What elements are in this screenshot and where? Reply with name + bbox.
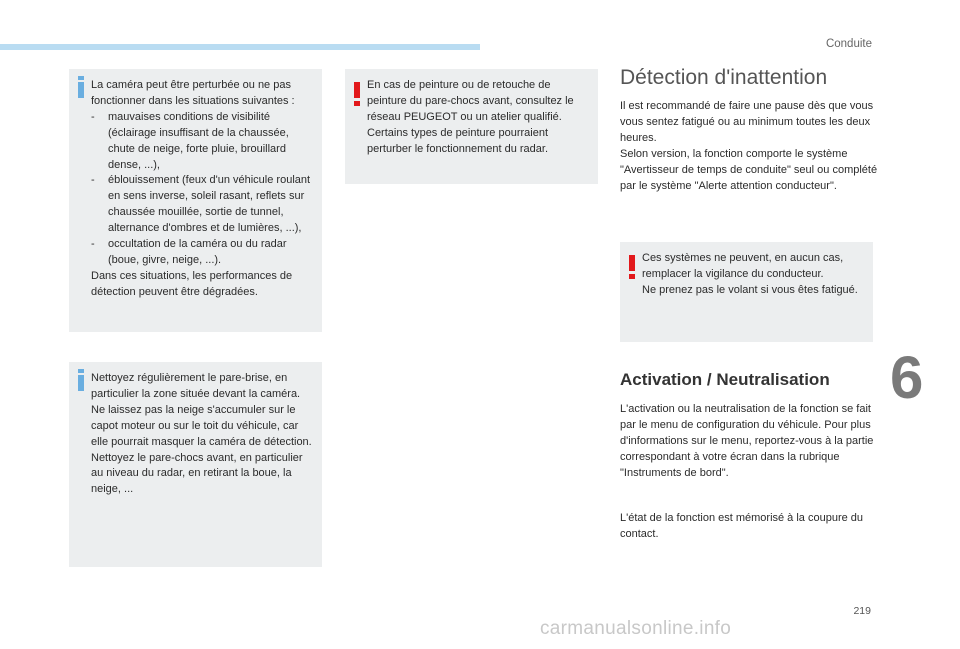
chapter-number: 6: [890, 344, 924, 411]
warning-box-vigilance: [620, 242, 873, 342]
list-item: - éblouissement (feux d'un véhicule roulant en sens inverse, soleil rasant, reflets sur chaussée mouillée, sortie de tunnel, alternance d'ombres et de lumières, ...),: [91, 174, 311, 235]
warning-box-content: [642, 251, 865, 299]
warning-box-paint: [345, 69, 598, 184]
paragraph: Ne laissez pas la neige s'accumuler sur le capot moteur ou sur le toit du véhicule, car elle pourrait masquer la caméra de détection.: [91, 403, 312, 448]
paragraph: Nettoyez régulièrement le pare-brise, en particulier la zone située devant la caméra.: [91, 372, 301, 400]
section-heading-activation: Activation / Neutralisation: [620, 370, 830, 389]
list-item: - mauvaises conditions de visibilité (éclairage insuffisant de la chaussée, chute de neige, forte pluie, brouillard dense, ...),: [91, 110, 289, 171]
paragraph: Selon version, la fonction comporte le système "Avertisseur de temps de conduite" seul ou complété par le système "Alerte attention conducteur".: [620, 147, 878, 192]
section-title: Conduite: [825, 38, 872, 50]
paragraph: Ne prenez pas le volant si vous êtes fatigué.: [642, 283, 858, 296]
warning-box-content: [367, 78, 590, 158]
info-outro: Dans ces situations, les performances de détection peuvent être dégradées.: [91, 269, 293, 298]
paragraph: Il est recommandé de faire une pause dès que vous vous sentez fatigué ou au minimum toutes les deux heures.: [620, 100, 874, 144]
info-box-camera-limits: [69, 69, 322, 332]
warning-icon: [354, 82, 360, 98]
paragraph: Nettoyez le pare-chocs avant, en particulier au niveau du radar, en retirant la boue, la neige, ...: [91, 451, 303, 496]
header-accent-bar: [0, 44, 480, 50]
paragraph: Ces systèmes ne peuvent, en aucun cas, remplacer la vigilance du conducteur.: [642, 252, 844, 280]
list-item: - occultation de la caméra ou du radar (boue, givre, neige, ...).: [91, 238, 287, 266]
page-number: 219: [853, 605, 871, 617]
info-intro: La caméra peut être perturbée ou ne pas fonctionner dans les situations suivantes :: [91, 79, 295, 107]
watermark: carmanualsonline.info: [540, 618, 732, 639]
info-box-content: [91, 371, 314, 498]
detection-text: [620, 99, 878, 194]
info-box-content: [91, 78, 314, 301]
activation-memory-text: L'état de la fonction est mémorisé à la coupure du contact.: [620, 512, 864, 540]
section-heading-detection: Détection d'inattention: [620, 66, 828, 89]
warning-icon: [629, 255, 635, 271]
info-icon: [78, 375, 84, 391]
paragraph: En cas de peinture ou de retouche de peinture du pare-chocs avant, consultez le réseau PEUGEOT ou un atelier qualifié. Certains types de peinture pourraient perturber le fonctionnement du radar.: [367, 79, 574, 155]
info-box-cleaning: [69, 362, 322, 567]
info-icon: [78, 82, 84, 98]
activation-text: L'activation ou la neutralisation de la fonction se fait par le menu de configuration du véhicule. Pour plus d'informations sur le menu, reportez-vous à la partie correspondant à votre écran dans la rubrique "Instruments de bord".: [620, 403, 874, 479]
